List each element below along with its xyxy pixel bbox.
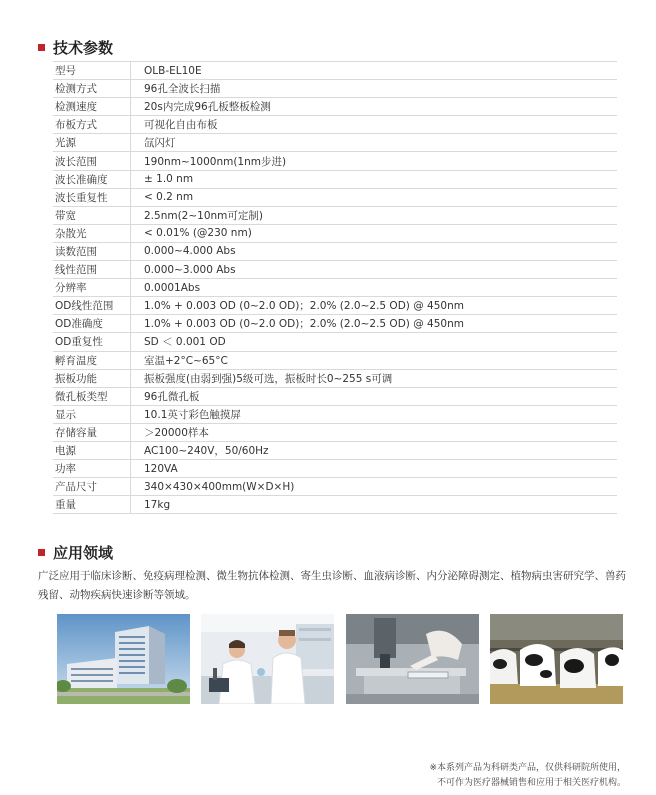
spec-value: SD ＜ 0.001 OD <box>131 333 618 351</box>
lab-scientists-photo <box>201 614 334 704</box>
section-marker-icon <box>38 549 45 556</box>
spec-label: 波长准确度 <box>53 170 131 188</box>
disclaimer-line-1: ※本系列产品为科研类产品，仅供科研院所使用， <box>429 763 626 773</box>
spec-value: 190nm~1000nm(1nm步进) <box>131 152 618 170</box>
spec-row <box>53 188 617 206</box>
spec-value: 120VA <box>131 460 618 478</box>
spec-value: 氙闪灯 <box>131 134 618 152</box>
spec-label: 读数范围 <box>53 242 131 260</box>
spec-label: OD线性范围 <box>53 297 131 315</box>
spec-row <box>53 170 617 188</box>
spec-label: 显示 <box>53 405 131 423</box>
spec-row <box>53 279 617 297</box>
spec-row <box>53 441 617 459</box>
spec-row <box>53 423 617 441</box>
spec-value: OLB-EL10E <box>131 62 618 80</box>
dairy-cows-photo <box>490 614 623 704</box>
spec-label: 波长重复性 <box>53 188 131 206</box>
spec-label: OD准确度 <box>53 315 131 333</box>
spec-value: ＞20000样本 <box>131 423 618 441</box>
spec-label: OD重复性 <box>53 333 131 351</box>
spec-value: 室温+2°C~65°C <box>131 351 618 369</box>
spec-label: 电源 <box>53 441 131 459</box>
spec-row <box>53 351 617 369</box>
spec-row <box>53 333 617 351</box>
hospital-building-photo <box>57 614 190 704</box>
spec-label: 微孔板类型 <box>53 387 131 405</box>
spec-value: 96孔微孔板 <box>131 387 618 405</box>
microscope-sample-photo <box>346 614 479 704</box>
spec-row <box>53 152 617 170</box>
spec-row <box>53 62 617 80</box>
spec-label: 孵育温度 <box>53 351 131 369</box>
disclaimer-note <box>429 761 626 791</box>
specs-title-text: 技术参数 <box>53 39 114 57</box>
specs-section-title <box>38 37 113 58</box>
spec-value: 96孔全波长扫描 <box>131 80 618 98</box>
spec-value: 1.0% + 0.003 OD (0~2.0 OD)；2.0% (2.0~2.5 OD) @ 450nm <box>131 297 618 315</box>
application-section-title <box>38 542 113 563</box>
spec-row <box>53 206 617 224</box>
spec-value: 0.000~3.000 Abs <box>131 261 618 279</box>
spec-value: AC100~240V，50/60Hz <box>131 441 618 459</box>
spec-row <box>53 242 617 260</box>
spec-value: 0.000~4.000 Abs <box>131 242 618 260</box>
spec-value: 振板强度(由弱到强)5级可选，振板时长0~255 s可调 <box>131 369 618 387</box>
spec-label: 线性范围 <box>53 261 131 279</box>
spec-row <box>53 261 617 279</box>
spec-label: 检测速度 <box>53 98 131 116</box>
spec-label: 带宽 <box>53 206 131 224</box>
spec-row <box>53 478 617 496</box>
spec-label: 重量 <box>53 496 131 514</box>
spec-value: 2.5nm(2~10nm可定制) <box>131 206 618 224</box>
spec-label: 型号 <box>53 62 131 80</box>
spec-row <box>53 134 617 152</box>
spec-label: 波长范围 <box>53 152 131 170</box>
spec-value: 340×430×400mm(W×D×H) <box>131 478 618 496</box>
spec-value: < 0.01% (@230 nm) <box>131 224 618 242</box>
spec-value: 1.0% + 0.003 OD (0~2.0 OD)；2.0% (2.0~2.5 OD) @ 450nm <box>131 315 618 333</box>
spec-row <box>53 80 617 98</box>
spec-row <box>53 98 617 116</box>
spec-label: 存储容量 <box>53 423 131 441</box>
spec-row <box>53 315 617 333</box>
spec-label: 杂散光 <box>53 224 131 242</box>
specs-table <box>53 61 617 514</box>
spec-value: 0.0001Abs <box>131 279 618 297</box>
spec-value: < 0.2 nm <box>131 188 618 206</box>
spec-label: 布板方式 <box>53 116 131 134</box>
spec-label: 产品尺寸 <box>53 478 131 496</box>
spec-label: 分辨率 <box>53 279 131 297</box>
spec-row <box>53 369 617 387</box>
spec-value: 17kg <box>131 496 618 514</box>
spec-value: ± 1.0 nm <box>131 170 618 188</box>
spec-row <box>53 116 617 134</box>
spec-value: 20s内完成96孔板整板检测 <box>131 98 618 116</box>
spec-row <box>53 405 617 423</box>
spec-row <box>53 496 617 514</box>
application-title-text: 应用领域 <box>53 544 114 562</box>
photo-strip <box>57 614 623 704</box>
spec-label: 功率 <box>53 460 131 478</box>
spec-label: 光源 <box>53 134 131 152</box>
spec-label: 检测方式 <box>53 80 131 98</box>
spec-row <box>53 387 617 405</box>
spec-row <box>53 297 617 315</box>
spec-value: 10.1英寸彩色触摸屏 <box>131 405 618 423</box>
spec-label: 振板功能 <box>53 369 131 387</box>
section-marker-icon <box>38 44 45 51</box>
spec-row <box>53 460 617 478</box>
spec-row <box>53 224 617 242</box>
spec-value: 可视化自由布板 <box>131 116 618 134</box>
disclaimer-line-2: 不可作为医疗器械销售和应用于相关医疗机构。 <box>436 778 626 788</box>
application-description: 广泛应用于临床诊断、免疫病理检测、微生物抗体检测、寄生虫诊断、血液病诊断、内分泌障碍测定、植物病虫害研究学、兽药残留、动物疾病快速诊断等领域。 <box>38 570 626 601</box>
